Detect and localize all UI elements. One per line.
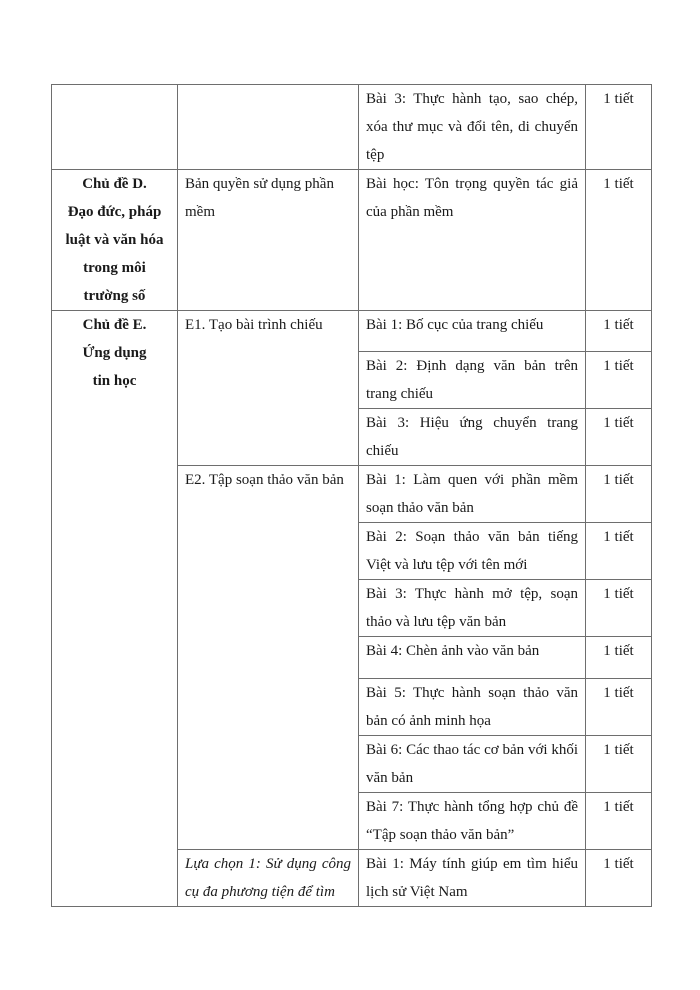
topic-line: Chủ đề E. bbox=[82, 317, 147, 333]
periods-cell: 1 tiết bbox=[586, 466, 652, 523]
unit-cell bbox=[178, 85, 359, 170]
periods-cell: 1 tiết bbox=[586, 580, 652, 637]
curriculum-table bbox=[51, 84, 652, 907]
periods-cell: 1 tiết bbox=[586, 85, 652, 170]
topic-cell bbox=[52, 311, 178, 907]
periods-cell: 1 tiết bbox=[586, 170, 652, 311]
lesson-cell: Bài 4: Chèn ảnh vào văn bản bbox=[359, 637, 586, 679]
unit-cell: E1. Tạo bài trình chiếu bbox=[178, 311, 359, 466]
topic-cell bbox=[52, 170, 178, 311]
periods-cell: 1 tiết bbox=[586, 736, 652, 793]
lesson-cell: Bài 2: Soạn thảo văn bản tiếng Việt và lưu tệp với tên mới bbox=[359, 523, 586, 580]
periods-cell: 1 tiết bbox=[586, 409, 652, 466]
lesson-cell: Bài 3: Thực hành tạo, sao chép, xóa thư mục và đổi tên, di chuyển tệp bbox=[359, 85, 586, 170]
lesson-cell: Bài 1: Bố cục của trang chiếu bbox=[359, 311, 586, 352]
periods-cell: 1 tiết bbox=[586, 850, 652, 907]
unit-cell: Bản quyền sử dụng phần mềm bbox=[178, 170, 359, 311]
periods-cell: 1 tiết bbox=[586, 679, 652, 736]
lesson-cell: Bài 2: Định dạng văn bản trên trang chiếu bbox=[359, 352, 586, 409]
table-row bbox=[52, 170, 652, 311]
topic-line: trong môi bbox=[83, 260, 146, 276]
periods-cell: 1 tiết bbox=[586, 352, 652, 409]
curriculum-table-body bbox=[52, 85, 652, 907]
topic-line: Chủ đề D. bbox=[82, 176, 147, 192]
lesson-cell: Bài 7: Thực hành tổng hợp chủ đề “Tập soạn thảo văn bản” bbox=[359, 793, 586, 850]
lesson-cell: Bài 3: Thực hành mở tệp, soạn thảo và lưu tệp văn bản bbox=[359, 580, 586, 637]
table-row bbox=[52, 311, 652, 352]
unit-cell: Lựa chọn 1: Sử dụng công cụ đa phương tiện để tìm bbox=[178, 850, 359, 907]
topic-line: tin học bbox=[92, 373, 137, 389]
lesson-cell: Bài học: Tôn trọng quyền tác giả của phần mềm bbox=[359, 170, 586, 311]
topic-cell bbox=[52, 85, 178, 170]
periods-cell: 1 tiết bbox=[586, 637, 652, 679]
periods-cell: 1 tiết bbox=[586, 311, 652, 352]
lesson-cell: Bài 6: Các thao tác cơ bản với khối văn bản bbox=[359, 736, 586, 793]
topic-line: Đạo đức, pháp bbox=[67, 204, 162, 220]
unit-cell: E2. Tập soạn thảo văn bản bbox=[178, 466, 359, 850]
periods-cell: 1 tiết bbox=[586, 793, 652, 850]
lesson-cell: Bài 3: Hiệu ứng chuyển trang chiếu bbox=[359, 409, 586, 466]
topic-line: Ứng dụng bbox=[82, 345, 147, 361]
table-row bbox=[52, 85, 652, 170]
lesson-cell: Bài 1: Máy tính giúp em tìm hiểu lịch sử Việt Nam bbox=[359, 850, 586, 907]
periods-cell: 1 tiết bbox=[586, 523, 652, 580]
topic-line: trường số bbox=[83, 288, 146, 304]
lesson-cell: Bài 5: Thực hành soạn thảo văn bản có ảnh minh họa bbox=[359, 679, 586, 736]
lesson-cell: Bài 1: Làm quen với phần mềm soạn thảo văn bản bbox=[359, 466, 586, 523]
topic-line: luật và văn hóa bbox=[65, 232, 164, 248]
